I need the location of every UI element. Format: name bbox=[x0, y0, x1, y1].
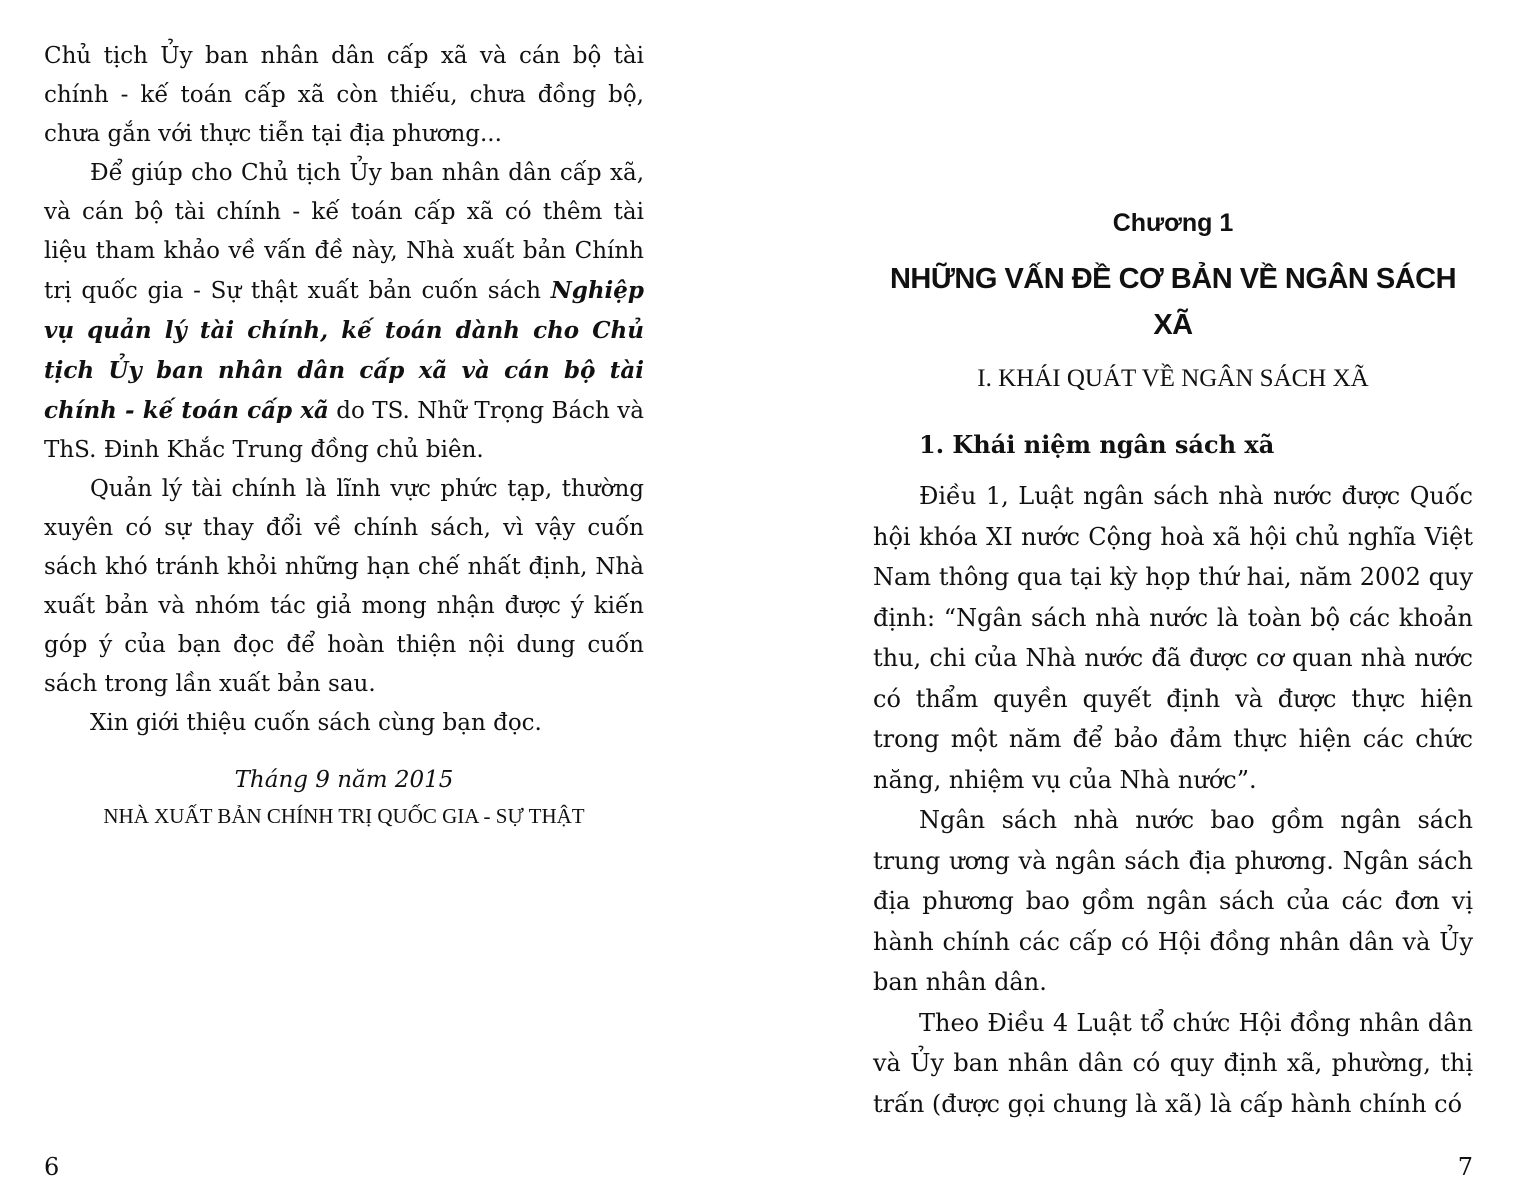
signature-date: Tháng 9 năm 2015 bbox=[234, 767, 454, 793]
book-title: Nghiệp vụ quản lý tài chính, kế toán dành cho Chủ tịch Ủy ban nhân dân cấp xã và cán bộ tài chính - kế toán cấp xã bbox=[44, 277, 644, 424]
paragraph: Xin giới thiệu cuốn sách cùng bạn đọc. bbox=[90, 710, 542, 736]
section-heading: I. KHÁI QUÁT VỀ NGÂN SÁCH XÃ bbox=[977, 365, 1369, 392]
paragraph-text: do TS. Nhữ Trọng Bách và ThS. Đinh Khắc Trung đồng chủ biên. bbox=[44, 398, 644, 463]
paragraph: Ngân sách nhà nước bao gồm ngân sách trung ương và ngân sách địa phương. Ngân sách địa phương bao gồm ngân sách của các đơn vị hành chính các cấp có Hội đồng nhân dân và Ủy ban nhân dân. bbox=[873, 806, 1473, 996]
signature-publisher: NHÀ XUẤT BẢN CHÍNH TRỊ QUỐC GIA - SỰ THẬT bbox=[103, 804, 585, 828]
chapter-label: Chương 1 bbox=[1112, 209, 1234, 237]
chapter-title: NHỮNG VẤN ĐỀ CƠ BẢN VỀ NGÂN SÁCH XÃ bbox=[889, 263, 1457, 341]
page-number: 6 bbox=[44, 1153, 60, 1181]
paragraph: Điều 1, Luật ngân sách nhà nước được Quốc hội khóa XI nước Cộng hoà xã hội chủ nghĩa Việt Nam thông qua tại kỳ họp thứ hai, năm 2002 quy định: “Ngân sách nhà nước là toàn bộ các khoản thu, chi của Nhà nước đã được cơ quan nhà nước có thẩm quyền quyết định và được thực hiện trong một năm để bảo đảm thực hiện các chức năng, nhiệm vụ của Nhà nước”. bbox=[873, 482, 1473, 794]
right-page bbox=[873, 0, 1473, 1200]
paragraph-text: Để giúp cho Chủ tịch Ủy ban nhân dân cấp xã, và cán bộ tài chính - kế toán cấp xã có thêm tài liệu tham khảo về vấn đề này, Nhà xuất bản Chính trị quốc gia - Sự thật xuất bản cuốn sách bbox=[44, 160, 644, 304]
paragraph bbox=[44, 154, 644, 470]
paragraph: Quản lý tài chính là lĩnh vực phức tạp, thường xuyên có sự thay đổi về chính sách, vì vậy cuốn sách khó tránh khỏi những hạn chế nhất định, Nhà xuất bản và nhóm tác giả mong nhận được ý kiến góp ý của bạn đọc để hoàn thiện nội dung cuốn sách trong lần xuất bản sau. bbox=[44, 476, 644, 697]
paragraph: Theo Điều 4 Luật tổ chức Hội đồng nhân dân và Ủy ban nhân dân có quy định xã, phường, thị trấn (được gọi chung là xã) là cấp hành chính có bbox=[873, 1008, 1473, 1118]
left-page bbox=[44, 0, 644, 1200]
left-page-body bbox=[44, 37, 644, 743]
paragraph: Chủ tịch Ủy ban nhân dân cấp xã và cán bộ tài chính - kế toán cấp xã còn thiếu, chưa đồng bộ, chưa gắn với thực tiễn tại địa phương... bbox=[44, 43, 644, 147]
subsection-heading: 1. Khái niệm ngân sách xã bbox=[919, 430, 1275, 459]
right-page-body bbox=[873, 476, 1473, 1124]
page-number: 7 bbox=[1457, 1153, 1473, 1181]
